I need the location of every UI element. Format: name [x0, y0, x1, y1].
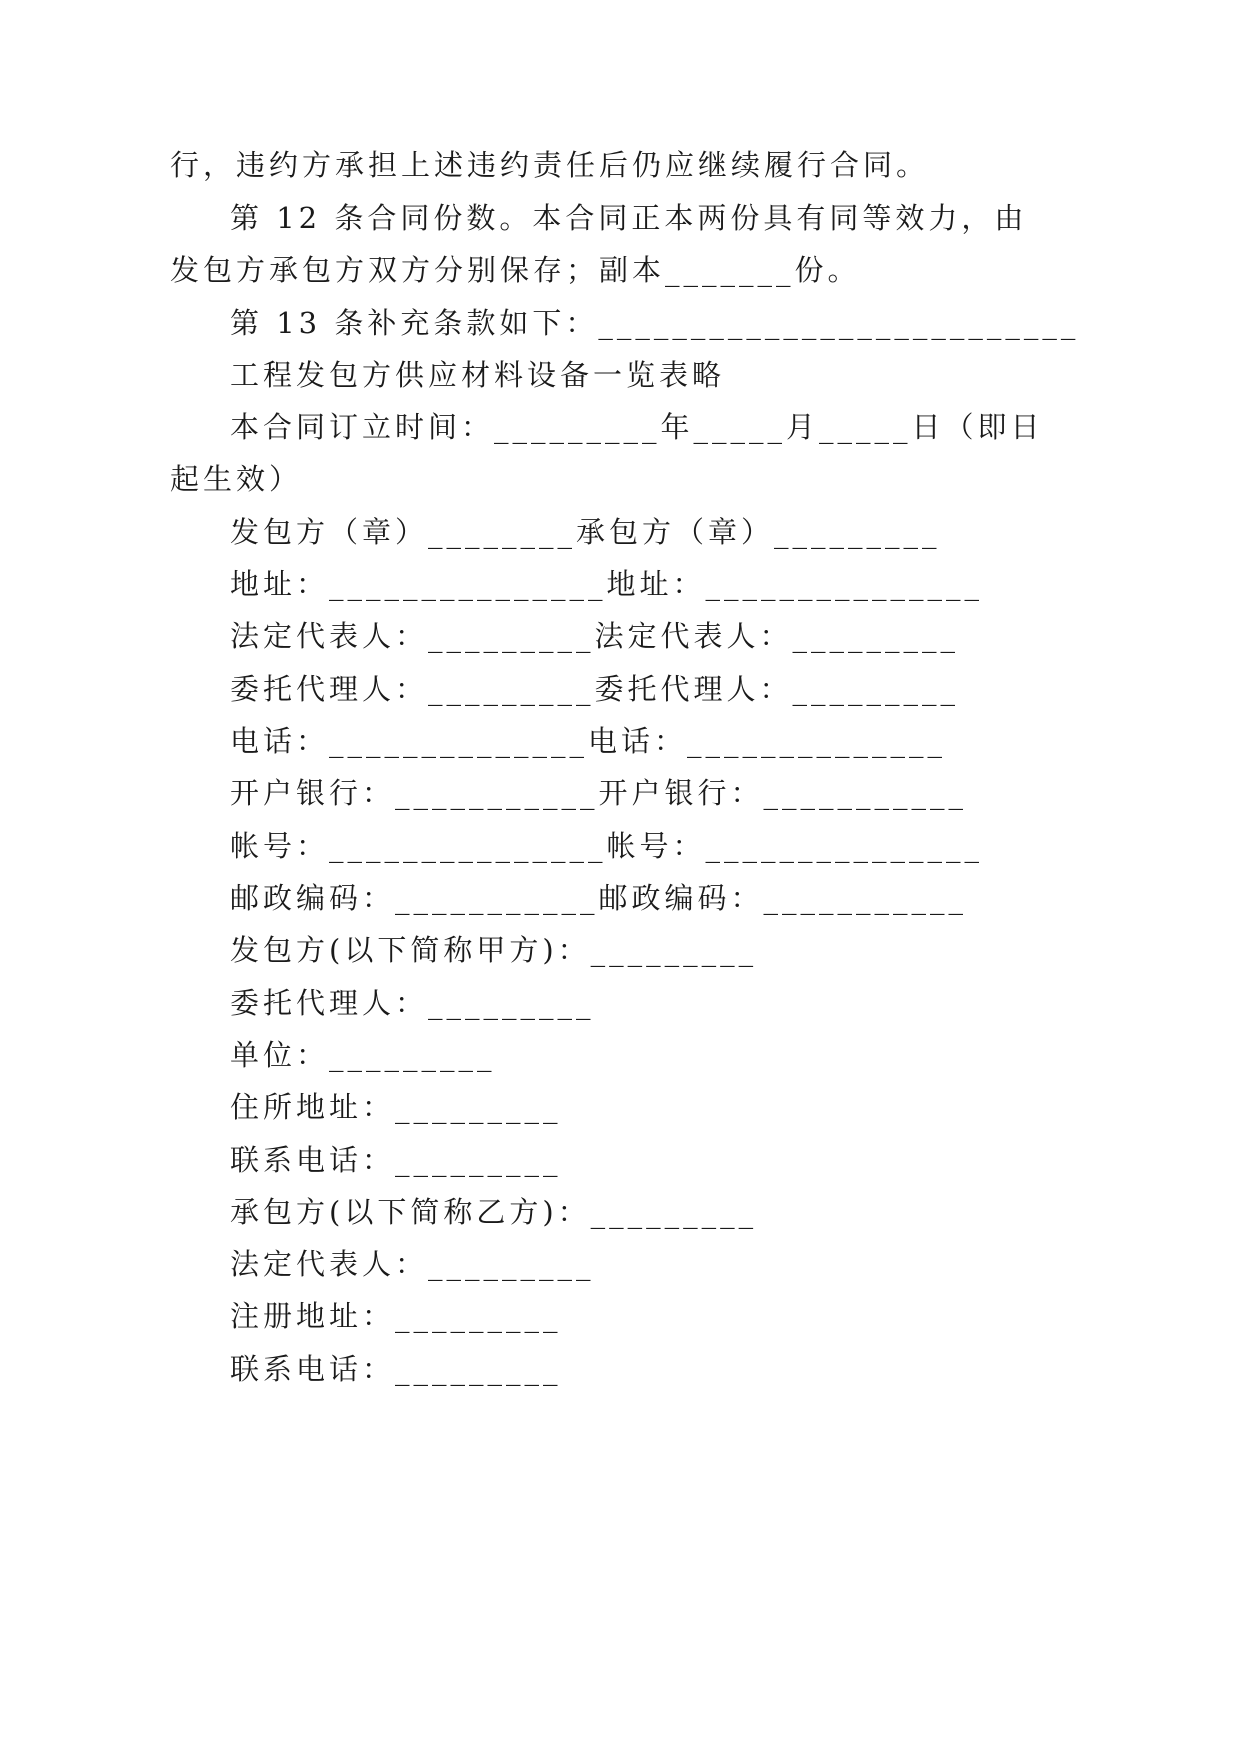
postcode-line: 邮政编码：___________邮政编码：___________ — [230, 881, 968, 915]
paragraph-line: 第 13 条补充条款如下：__________________________ — [230, 306, 1080, 340]
address-line: 地址：_______________地址：_______________ — [230, 567, 984, 601]
party-b-phone-line: 联系电话：_________ — [230, 1352, 562, 1386]
phone-line: 电话：______________电话：______________ — [230, 724, 947, 758]
paragraph-line: 本合同订立时间：_________年_____月_____日（即日 — [230, 410, 1044, 444]
account-line: 帐号：_______________帐号：_______________ — [230, 829, 984, 863]
party-a-line: 发包方(以下简称甲方)：_________ — [230, 933, 758, 967]
agent-line: 委托代理人：_________委托代理人：_________ — [230, 672, 960, 706]
paragraph-line: 发包方承包方双方分别保存；副本_______份。 — [170, 253, 861, 287]
party-b-line: 承包方(以下简称乙方)：_________ — [230, 1195, 758, 1229]
party-a-phone-line: 联系电话：_________ — [230, 1143, 562, 1177]
party-a-agent-line: 委托代理人：_________ — [230, 986, 595, 1020]
paragraph-line: 第 12 条合同份数。本合同正本两份具有同等效力，由 — [230, 201, 1028, 235]
signature-line: 发包方（章）________承包方（章）_________ — [230, 515, 941, 549]
party-b-representative-line: 法定代表人：_________ — [230, 1247, 595, 1281]
paragraph-line: 起生效） — [170, 462, 303, 496]
representative-line: 法定代表人：_________法定代表人：_________ — [230, 619, 960, 653]
bank-line: 开户银行：___________开户银行：___________ — [230, 776, 968, 810]
party-a-address-line: 住所地址：_________ — [230, 1090, 562, 1124]
paragraph-line: 行，违约方承担上述违约责任后仍应继续履行合同。 — [170, 148, 930, 182]
paragraph-line: 工程发包方供应材料设备一览表略 — [230, 358, 726, 392]
party-b-address-line: 注册地址：_________ — [230, 1299, 562, 1333]
party-a-unit-line: 单位：_________ — [230, 1038, 496, 1072]
